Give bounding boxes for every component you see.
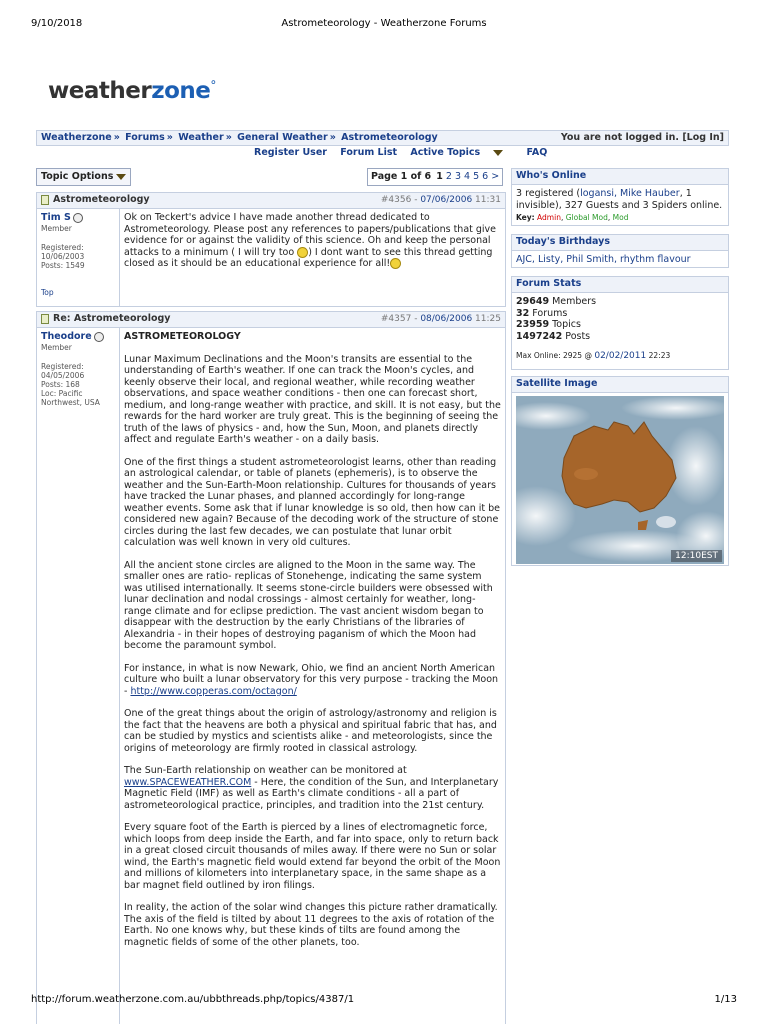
key-admin: Admin (537, 213, 561, 222)
stat-members-count: 29649 (516, 296, 550, 307)
forum-stats-box (511, 276, 729, 370)
post-title: Re: Astrometeorology (53, 313, 171, 324)
post-title-bar (37, 312, 505, 328)
post-paragraph-text: For instance, in what is now Newark, Ohio, we find an ancient North American culture who built a lunar observatory for this very purpose - tracking the Moon - (124, 662, 499, 697)
post-time: 11:25 (472, 314, 501, 324)
nav-register-user[interactable]: Register User (254, 147, 327, 158)
breadcrumb-bar (36, 130, 729, 146)
stat-members (516, 296, 724, 308)
stat-topics (516, 319, 724, 331)
breadcrumb-weatherzone[interactable]: Weatherzone (41, 132, 112, 143)
user-status-icon (94, 332, 104, 342)
stat-posts-label: Posts (562, 330, 591, 342)
post-heading: ASTROMETEOROLOGY (124, 331, 241, 342)
author-post-count: Posts: 168 (41, 380, 80, 389)
max-online-label: Max Online: 2925 @ (516, 351, 595, 360)
pager-page-5[interactable]: 5 (473, 171, 480, 182)
post-4356 (36, 192, 506, 307)
stat-topics-count: 23959 (516, 319, 550, 330)
stat-topics-label: Topics (549, 319, 581, 330)
post-paragraph (124, 663, 501, 698)
birthdays-names[interactable]: AJC, Listy, Phil Smith, rhythm flavour (516, 254, 691, 265)
whos-online-title[interactable]: Who's Online (512, 169, 728, 185)
satellite-title: Satellite Image (512, 377, 728, 393)
author-role: Member (41, 224, 72, 233)
print-date: 9/10/2018 (31, 18, 83, 29)
weatherzone-logo[interactable] (48, 78, 216, 104)
whos-online-box (511, 168, 729, 226)
breadcrumb-separator: » (166, 132, 173, 143)
nav-forum-list[interactable]: Forum List (340, 147, 398, 158)
topic-options-button[interactable] (36, 168, 131, 186)
nav-faq[interactable]: FAQ (526, 147, 548, 158)
author-location: Loc: Pacific Northwest, USA (41, 389, 100, 407)
breadcrumb (41, 132, 438, 143)
chevron-down-icon (116, 174, 126, 180)
post-number[interactable]: #4357 - (380, 314, 421, 324)
online-text-end: , 1 invisible), 327 Guests and 3 Spiders online. (516, 188, 723, 211)
post-number[interactable]: #4356 - (380, 195, 421, 205)
author-post-count: Posts: 1549 (41, 261, 85, 270)
smiley-icon (390, 258, 401, 269)
post-paragraph: Lunar Maximum Declinations and the Moon's transits are essential to the understanding of Earth's weather. If one can track the Moon's cycles, and keenly observe their local, and regional weather, while recording weather observations, and space weather conditions - then one can forecast short, medium, and long-range weather with practice, and skill. It is not easy, but the rewards for the hard worker are truly great. This is the beginning of seeing the truth of the laws of physics - and, how the Sun, Moon, and planets directly affect and regulate Earth's weather - on a daily basis. (124, 353, 501, 445)
online-users[interactable]: logansi, Mike Hauber (580, 188, 680, 199)
post-meta (381, 312, 501, 326)
print-page-number: 1/13 (714, 994, 737, 1005)
author-registered-label: Registered: (41, 362, 84, 371)
post-author-panel (37, 328, 119, 1024)
whos-online-body (512, 185, 728, 227)
post-body (119, 328, 505, 1024)
author-registered-date: 10/06/2003 (41, 252, 85, 261)
birthdays-title: Today's Birthdays (512, 235, 728, 251)
author-role: Member (41, 343, 72, 352)
stat-forums-label: Forums (529, 307, 568, 319)
breadcrumb-separator: » (225, 132, 232, 143)
print-url: http://forum.weatherzone.com.au/ubbthreads.php/topics/4387/1 (31, 994, 355, 1005)
stat-forums-count: 32 (516, 307, 530, 319)
satellite-timestamp: 12:10EST (671, 550, 722, 562)
pager-page-4[interactable]: 4 (464, 171, 471, 182)
stat-forums (516, 308, 724, 320)
author-registered-date: 04/05/2006 (41, 371, 85, 380)
pager-page-2[interactable]: 2 (445, 171, 452, 182)
post-time: 11:31 (472, 195, 501, 205)
key-mod: Mod (612, 213, 629, 222)
post-paragraph: In reality, the action of the solar wind changes this picture rather dramatically. The axis of the field is tilted by about 11 degrees to the axis of rotation of the Earth. No one knows why, but these kinds of tilts are found among the magnetic fields of some of the other planets, too. (124, 902, 498, 948)
pager (367, 168, 503, 186)
post-paragraph: One of the first things a student astrometeorologist learns, other than reading an astrological calendar, or table of planets (ephemeris), is to observe the weather and the Sun-Earth-Moon relationship. Cultures for thousands of years have tracked the Lunar phases, and planned accordingly for long-range weather events. Some ask that if lunar knowledge is so old, then how can it be considered new again? Because of the decoding work of the structure of stone circles during the last few decades, we can postulate that lunar orbit calculation was well known in very old cultures. (124, 456, 501, 548)
copperas-link[interactable]: http://www.copperas.com/octagon/ (130, 685, 297, 697)
post-paragraph-text: - Here, the condition of the Sun, and Interplanetary Magnetic Field (IMF) as well as Earth's climate conditions - all a part of astrometeorological practice, principles, and tradition into the 21st century. (124, 776, 499, 811)
max-online-time: 22:23 (646, 351, 671, 360)
stat-posts (516, 331, 724, 343)
post-title: Astrometeorology (53, 194, 150, 205)
pager-page-3[interactable]: 3 (454, 171, 461, 182)
forum-stats-title: Forum Stats (512, 277, 728, 293)
breadcrumb-general-weather[interactable]: General Weather (237, 132, 328, 143)
stat-members-label: Members (549, 296, 597, 307)
online-key: Key: Admin, Global Mod, Mod (516, 213, 629, 222)
post-paragraph (124, 765, 501, 811)
smiley-icon (297, 247, 308, 258)
nav-active-topics[interactable] (410, 147, 513, 158)
satellite-image[interactable] (516, 396, 724, 564)
post-title-bar (37, 193, 505, 209)
post-icon (41, 314, 49, 324)
birthdays-box (511, 234, 729, 268)
online-text: 3 registered ( (516, 188, 581, 199)
logo-text-zone: zone (151, 78, 211, 104)
nav-active-topics-label: Active Topics (410, 147, 481, 158)
spaceweather-link[interactable]: www.SPACEWEATHER.COM (124, 776, 252, 788)
breadcrumb-separator: » (329, 132, 336, 143)
breadcrumb-astrometeorology[interactable]: Astrometeorology (341, 132, 438, 143)
forum-nav (36, 146, 729, 162)
print-title: Astrometeorology - Weatherzone Forums (281, 18, 487, 29)
post-date: 07/06/2006 (420, 195, 473, 205)
max-online-date: 02/02/2011 (594, 351, 647, 361)
satellite-box (511, 376, 729, 566)
post-text-end: ) I dont want to see this thread getting closed as it should be an educational experience for all! (124, 246, 493, 269)
pager-page-1[interactable]: 1 (436, 171, 443, 182)
post-author[interactable]: Tim S (41, 212, 71, 223)
post-text: Ok on Teckert's advice I have made another thread dedicated to Astrometeorology. Please post any references to papers/publications that give evidence for or against the validity of this science. Oh and keep the personal attacks to a minimum ( I will try too (124, 212, 497, 258)
post-body (119, 209, 505, 306)
logo-text-weather: weather (48, 78, 152, 104)
post-author-panel (37, 209, 119, 306)
key-global-mod: Global Mod (565, 213, 608, 222)
post-paragraph: Every square foot of the Earth is pierced by a lines of electromagnetic force, which loops from deep inside the Earth, and far into space, only to return back in a great closed circuit thousands of miles away. If there were no Sun or solar wind, the Earth's magnetic field would extend far beyond the orbit of the Moon and millions of kilometers into interplanetary space, in the same shape as a bar magnet field outlined by iron filings. (124, 822, 501, 891)
satellite-map-graphic (516, 396, 724, 564)
stat-posts-count: 1497242 (516, 330, 563, 342)
post-meta (381, 193, 501, 207)
topic-options-label: Topic Options (41, 171, 114, 182)
breadcrumb-separator: » (113, 132, 120, 143)
post-author[interactable]: Theodore (41, 331, 92, 342)
max-online (516, 350, 724, 363)
post-date: 08/06/2006 (420, 314, 473, 324)
chevron-down-icon (493, 150, 503, 156)
post-paragraph: One of the great things about the origin of astrology/astronomy and religion is the fact that the heavens are both a physical and spiritual fabric that has, and can be studied by mystics and scientists alike - and meteorologists, since the origins of meteorology are firmly rooted in classical astrology. (124, 708, 497, 754)
post-4357 (36, 311, 506, 1024)
logo-mark: ° (210, 78, 216, 93)
back-to-top-link[interactable]: Top (41, 288, 54, 297)
breadcrumb-forums[interactable]: Forums (125, 132, 165, 143)
key-label: Key: (516, 213, 535, 222)
pager-page-6[interactable]: 6 (482, 171, 489, 182)
pager-next[interactable]: > (491, 171, 500, 182)
post-icon (41, 195, 49, 205)
post-paragraph: All the ancient stone circles are aligned to the Moon in the same way. The smaller ones are ratio- replicas of Stonehenge, indicating the same system was utilised internationally. It seems stone-circle builders were obsessed with lunar declination and nodal crossings - almost certainly for weather, long-range climate and for eclipse prediction. The vast ancient wisdom began to disappear with the destruction by the early Christians of the libraries of Alexandria - in their hopes of destroying paganism of which the Moon had become the paramount symbol. (124, 559, 493, 651)
login-status[interactable]: You are not logged in. [Log In] (560, 132, 724, 143)
forum-stats-body (512, 293, 728, 366)
user-status-icon (73, 213, 83, 223)
post-paragraph-text: The Sun-Earth relationship on weather can be monitored at (124, 765, 407, 776)
pager-label: Page 1 of 6 (371, 171, 432, 182)
breadcrumb-weather[interactable]: Weather (178, 132, 224, 143)
author-registered-label: Registered: (41, 243, 84, 252)
